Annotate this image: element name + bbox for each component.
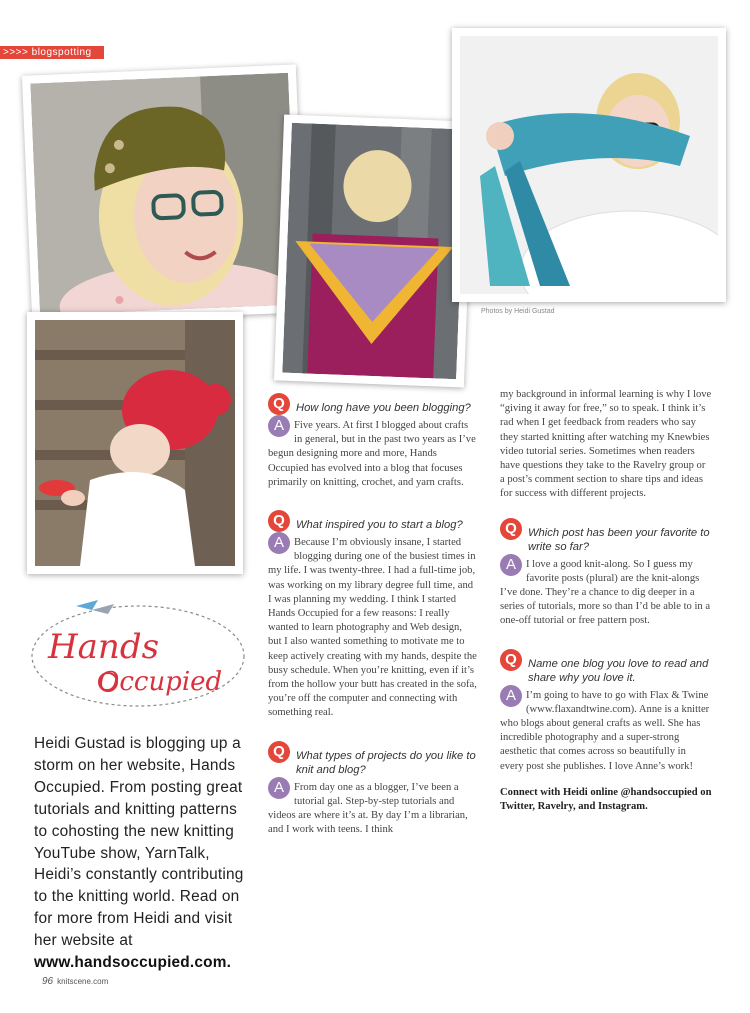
logo-graphic [28, 586, 250, 716]
answer-text: I love a good knit-along. So I guess my favorite posts (plural) are the knit-alongs I’ve done. They’re a chance to dig deeper in a series of tutorials, more so than I’d be able to in a one-off tutorial or free pattern post. [500, 558, 711, 627]
question-2 [268, 512, 478, 532]
question-3 [268, 743, 478, 777]
question-text: How long have you been blogging? [296, 402, 471, 414]
answer-1 [268, 419, 478, 490]
connect-note: Connect with Heidi online @handsoccupied on Twitter, Ravelry, and Instagram. [500, 786, 712, 813]
website-link[interactable]: www.handsoccupied.com. [34, 954, 232, 972]
photo-scarf [452, 28, 726, 302]
photo-shawl [274, 114, 474, 387]
intro-text: Heidi Gustad is blogging up a storm on her website, Hands Occupied. From posting great tutorials and knitting patterns to cohosting the new knitting YouTube show, YarnTalk, Heidi’s constantly contributing to the knitting world. Read on for more from Heidi and visit her website at [34, 735, 244, 950]
a-badge: A [500, 554, 522, 576]
q-badge: Q [268, 741, 290, 763]
olive-headband-image [30, 73, 297, 316]
section-tag: >>>> blogspotting [0, 46, 104, 59]
question-4 [500, 520, 712, 554]
answer-3-continued: my background in informal learning is why I love “giving it away for free,” so to speak. I think it’s rad when I get feedback from readers who say they started knitting after watching my Knewbies video tutorial series. Sometimes when readers have questions they take to the Ravelry group or a post’s comment section to share tips and ideas for success with different projects. [500, 389, 712, 500]
page-folio [42, 976, 108, 987]
q-badge: Q [268, 510, 290, 532]
question-5 [500, 651, 712, 685]
q-badge: Q [500, 518, 522, 540]
a-badge: A [500, 685, 522, 707]
site-name: knitscene.com [57, 977, 109, 986]
logo-hands-word: Hands [48, 627, 160, 667]
q-badge: Q [500, 649, 522, 671]
answer-5 [500, 686, 712, 774]
red-hat-image [35, 320, 235, 566]
answer-text: Five years. At first I blogged about crafts in general, but in the past two years as I’ve begun designing more and more, Hands Occupied has evolved into a blog that focuses primarily on knitting, crochet, and yarn crafts. [268, 420, 476, 488]
q-badge: Q [268, 393, 290, 415]
answer-text: Because I’m obviously insane, I started blogging during one of the busiest times in my life. I was twenty-three. I had a full-time job, was working on my library degree full time, and I was planning my wedding. I think I started Hands Occupied for a few reasons: I really wanted to learn photography and Web design, but I also wanted something to motivate me to keep actively creating with my hands, despite the busy schedule. When you’re knitting, even if it’s from the hollow your butt has created in the sofa, you’re off the computer and connecting with something real. [268, 537, 477, 719]
photo-olive-headband [22, 64, 306, 323]
question-1 [268, 395, 478, 415]
question-text: Name one blog you love to read and share why you love it. [528, 657, 709, 684]
question-text: What types of projects do you like to knit and blog? [296, 749, 476, 776]
a-badge: A [268, 777, 290, 799]
a-badge: A [268, 532, 290, 554]
logo-occupied-word: Occupied [98, 667, 223, 697]
hands-occupied-logo [28, 586, 250, 716]
question-text: What inspired you to start a blog? [296, 519, 463, 532]
question-text: Which post has been your favorite to write so far? [528, 526, 710, 553]
photo-credit: Photos by Heidi Gustad [481, 308, 555, 315]
answer-text: I’m going to have to go with Flax & Twine (www.flaxandtwine.com). Anne is a knitter who blogs about general crafts as well. She has incredible photography and a super-strong aesthetic that comes across so beautifully in every post she publishes. I love Anne’s work! [500, 689, 710, 772]
intro-paragraph [34, 733, 244, 974]
scarf-image [460, 36, 718, 294]
answer-3 [268, 778, 478, 838]
a-badge: A [268, 415, 290, 437]
page-number: 96 [42, 976, 54, 987]
answer-text: From day one as a blogger, I’ve been a tutorial gal. Step-by-step tutorials and videos are where it’s at. By day I’m a librarian, and I work with teens. I think [268, 781, 468, 836]
answer-4 [500, 555, 712, 629]
answer-2 [268, 536, 478, 721]
photo-red-hat [27, 312, 243, 574]
qa-column-2 [500, 388, 712, 814]
qa-column-1 [268, 395, 478, 859]
shawl-image [282, 123, 465, 379]
